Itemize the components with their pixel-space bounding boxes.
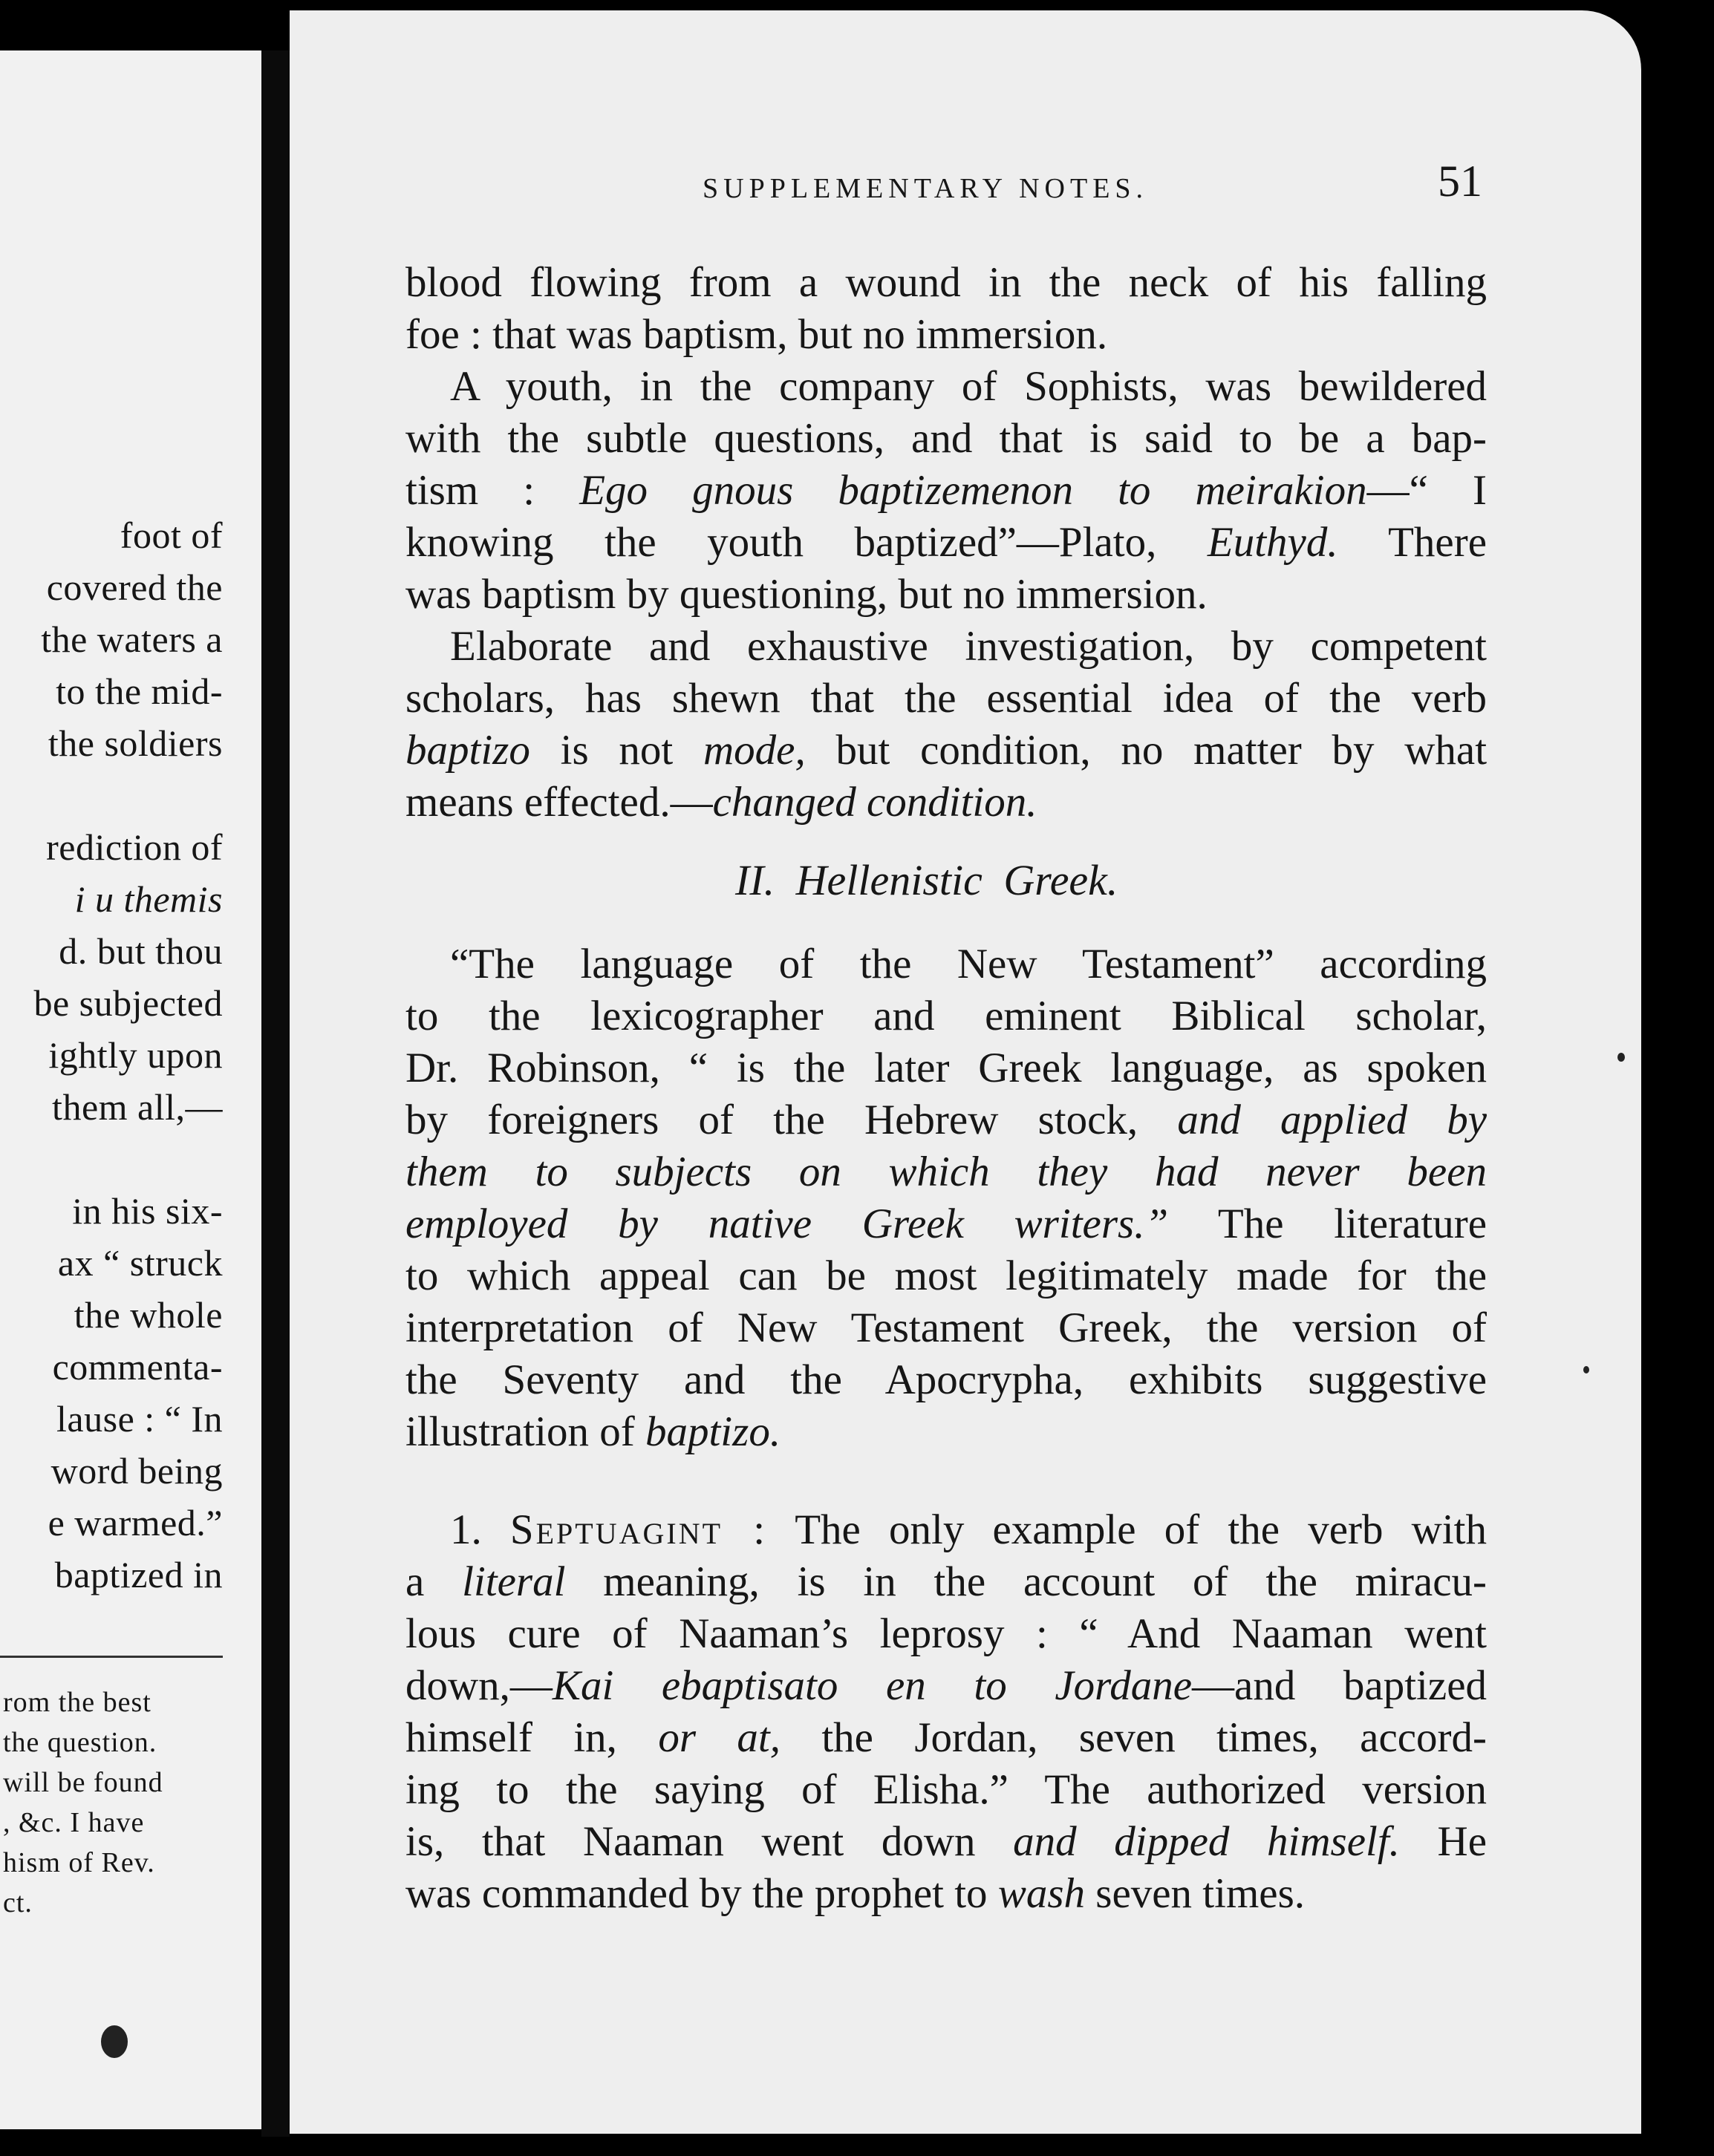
text-line: interpretation of New Testament Greek, the version of: [405, 1304, 1487, 1351]
left-page-footnote-line: , &c. I have: [3, 1807, 145, 1838]
left-page-footnote-line: rom the best: [3, 1687, 151, 1718]
left-page-line: them all,—: [52, 1086, 223, 1128]
left-page-line: e warmed.”: [48, 1502, 223, 1544]
text-line: employed by native Greek writers.” The literature: [405, 1200, 1487, 1247]
left-page-line: i u themis: [74, 878, 223, 920]
text-line: them to subjects on which they had never been: [405, 1149, 1487, 1195]
text-line: blood flowing from a wound in the neck of his falling: [405, 259, 1487, 306]
left-page-line: foot of: [120, 514, 223, 556]
left-page-line: lause : “ In: [56, 1398, 223, 1440]
previous-page-fragment: [0, 50, 261, 2129]
greek-transliteration: Ego gnous baptizemenon to meirakion: [579, 467, 1367, 514]
section-heading: II. Hellenistic Greek.: [735, 856, 1118, 904]
text-line: illustration of baptizo.: [405, 1408, 781, 1455]
text-line: baptizo is not mode, but condition, no matter by what: [405, 727, 1487, 774]
text-line: A youth, in the company of Sophists, was bewildered: [450, 363, 1487, 410]
text-line: to which appeal can be most legitimately made for the: [405, 1252, 1487, 1299]
left-page-line: word being: [50, 1450, 223, 1492]
text-line: himself in, or at, the Jordan, seven times, accord-: [405, 1714, 1487, 1761]
left-page-line: d. but thou: [59, 930, 223, 972]
page-number: 51: [1438, 157, 1482, 206]
text-line: tism : Ego gnous baptizemenon to meirakion—“ I: [405, 467, 1487, 514]
text-line: knowing the youth baptized”—Plato, Euthyd. There: [405, 519, 1487, 566]
margin-speck: [1583, 1366, 1589, 1373]
text-line: to the lexicographer and eminent Biblical scholar,: [405, 993, 1487, 1039]
left-page-line: the soldiers: [48, 722, 223, 764]
left-page-line: ax “ struck: [57, 1242, 223, 1284]
left-page-footnote-line: ct.: [3, 1887, 33, 1918]
text-line: Elaborate and exhaustive investigation, by competent: [450, 623, 1487, 670]
left-page-line: in his six-: [72, 1190, 223, 1232]
book-spine: [261, 50, 290, 2137]
left-page-line: the whole: [74, 1294, 223, 1336]
work-title: Euthyd.: [1207, 519, 1338, 566]
text-line: means effected.—changed condition.: [405, 779, 1037, 826]
text-line: a literal meaning, is in the account of the miracu-: [405, 1558, 1487, 1605]
page: [290, 10, 1641, 2134]
left-page-line: to the mid-: [56, 670, 223, 712]
left-page-footnote-line: will be found: [3, 1767, 163, 1798]
footnote-rule: [0, 1656, 223, 1658]
left-page-line: covered the: [46, 566, 223, 608]
text-line: was commanded by the prophet to wash seven times.: [405, 1870, 1306, 1917]
text-line: foe : that was baptism, but no immersion.: [405, 311, 1108, 358]
left-page-line: ightly upon: [48, 1034, 223, 1076]
left-page-line: commenta-: [52, 1346, 223, 1388]
text-line: scholars, has shewn that the essential idea of the verb: [405, 675, 1487, 722]
text-line: Dr. Robinson, “ is the later Greek language, as spoken: [405, 1045, 1487, 1091]
left-page-footnote-line: hism of Rev.: [3, 1847, 155, 1878]
left-page-line: be subjected: [33, 982, 223, 1024]
text-line: 1. Septuagint : The only example of the verb with: [450, 1506, 1487, 1553]
text-line: by foreigners of the Hebrew stock, and applied by: [405, 1097, 1487, 1143]
ink-blot: [101, 2025, 128, 2058]
text-line: lous cure of Naaman’s leprosy : “ And Naaman went: [405, 1610, 1487, 1657]
margin-speck: [1617, 1053, 1625, 1062]
text-line: down,—Kai ebaptisato en to Jordane—and baptized: [405, 1662, 1487, 1709]
text-line: is, that Naaman went down and dipped himself. He: [405, 1818, 1487, 1865]
text-line: ing to the saying of Elisha.” The authorized version: [405, 1766, 1487, 1813]
left-page-line: baptized in: [54, 1554, 223, 1595]
subsection-label: Septuagint :: [509, 1506, 768, 1553]
text-line: with the subtle questions, and that is said to be a bap-: [405, 415, 1487, 462]
text-line: was baptism by questioning, but no immersion.: [405, 571, 1208, 618]
left-page-footnote-line: the question.: [3, 1727, 157, 1758]
left-page-line: rediction of: [46, 826, 223, 868]
left-page-line: the waters a: [41, 618, 223, 660]
text-line: “The language of the New Testament” according: [450, 941, 1487, 987]
running-head: SUPPLEMENTARY NOTES.: [703, 173, 1149, 204]
text-line: the Seventy and the Apocrypha, exhibits suggestive: [405, 1356, 1487, 1403]
